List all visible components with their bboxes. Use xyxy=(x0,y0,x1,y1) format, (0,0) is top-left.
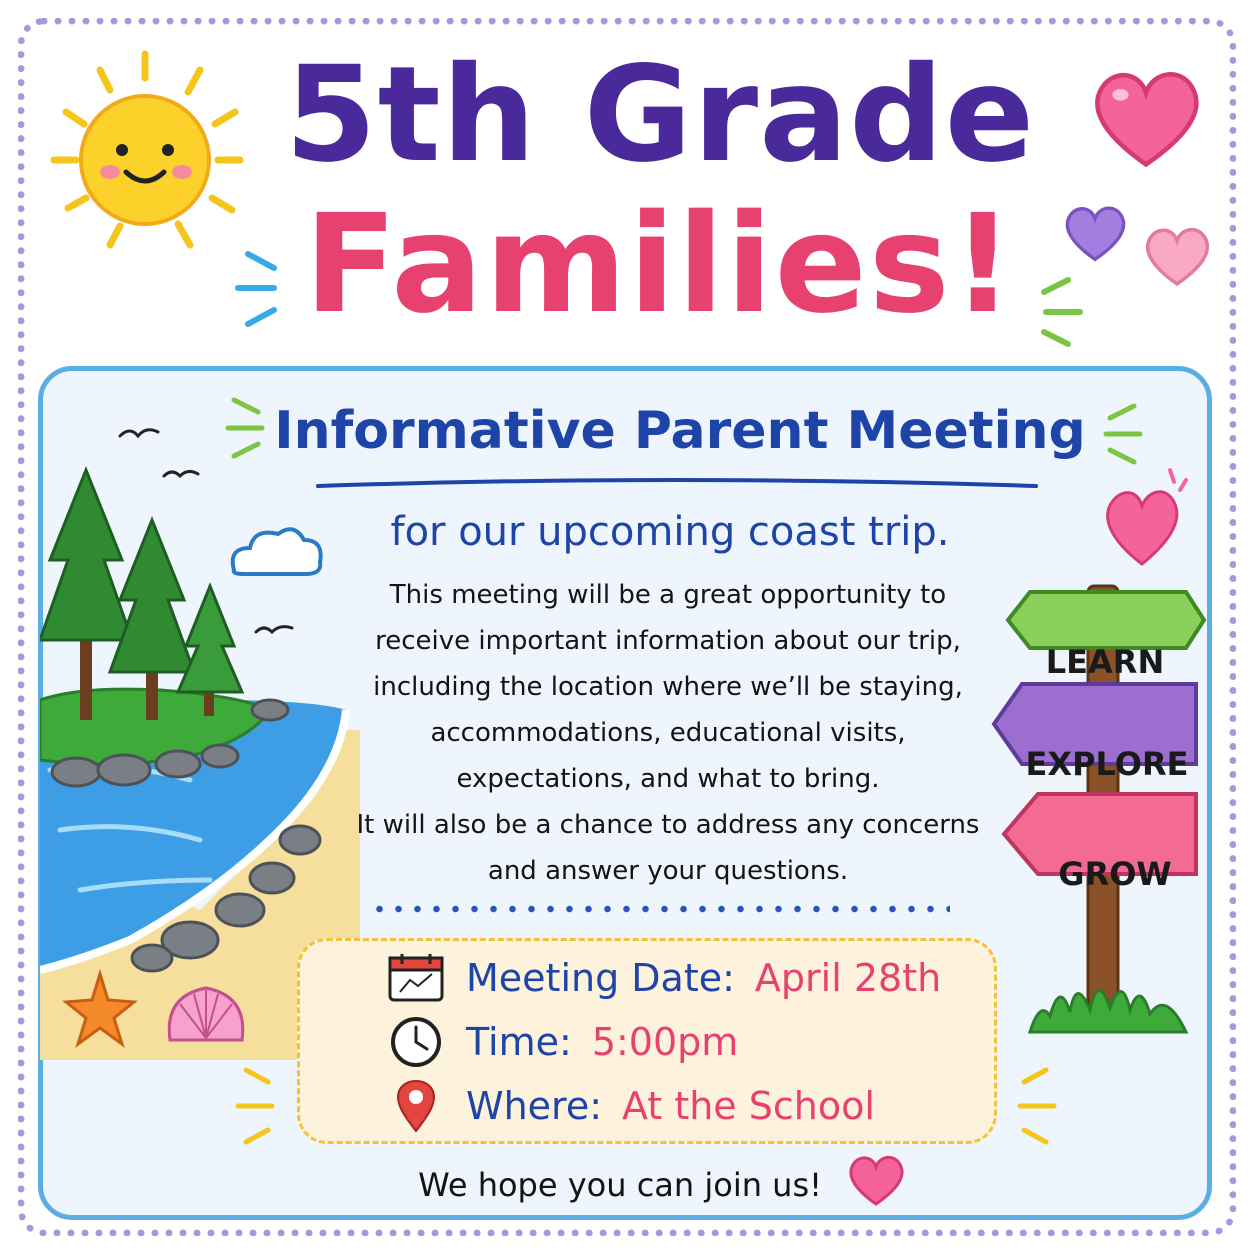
meeting-date-label: Meeting Date: xyxy=(466,956,735,1000)
meeting-paragraph-2: It will also be a chance to address any concerns and answer your questions. xyxy=(356,810,980,886)
meeting-paragraph-1: This meeting will be a great opportunity to receive important information about our trip, including the location where we’ll be staying, accommodations, educational visits, expectations, and what to bring. xyxy=(373,580,963,794)
calendar-icon xyxy=(380,948,452,1008)
clock-icon xyxy=(380,1012,452,1072)
sign-learn-label: LEARN xyxy=(1045,643,1165,681)
meeting-date-row xyxy=(380,948,941,1008)
light-pink-heart-icon xyxy=(1142,218,1212,294)
meeting-time-row xyxy=(380,1012,738,1072)
pink-heart-icon xyxy=(1104,460,1204,570)
closing-message: We hope you can join us! xyxy=(418,1166,822,1204)
meeting-subheading: for our upcoming coast trip. xyxy=(390,509,950,555)
title-5th-grade: 5th Grade xyxy=(284,38,1036,192)
meeting-date-value: April 28th xyxy=(754,956,942,1000)
meeting-location-row xyxy=(380,1076,875,1136)
meeting-heading: Informative Parent Meeting xyxy=(274,401,1086,461)
purple-heart-icon xyxy=(1062,198,1128,268)
heading-underline xyxy=(316,476,1038,492)
pink-heart-icon xyxy=(846,1150,906,1210)
meeting-location-value: At the School xyxy=(622,1084,875,1128)
title-families: Families! xyxy=(304,186,1016,344)
meeting-description xyxy=(348,572,988,894)
meeting-time-value: 5:00pm xyxy=(591,1020,739,1064)
dotted-divider xyxy=(370,904,950,914)
location-pin-icon xyxy=(380,1076,452,1136)
sign-grow-label: GROW xyxy=(1058,855,1172,893)
pink-heart-icon xyxy=(1088,58,1204,178)
meeting-location-label: Where: xyxy=(466,1084,603,1128)
meeting-time-label: Time: xyxy=(466,1020,572,1064)
sparkle-lines-icon xyxy=(232,1060,282,1150)
smiling-sun-icon xyxy=(40,40,270,270)
sparkle-lines-icon xyxy=(1010,1060,1060,1150)
sign-explore-label: EXPLORE xyxy=(1025,745,1189,783)
